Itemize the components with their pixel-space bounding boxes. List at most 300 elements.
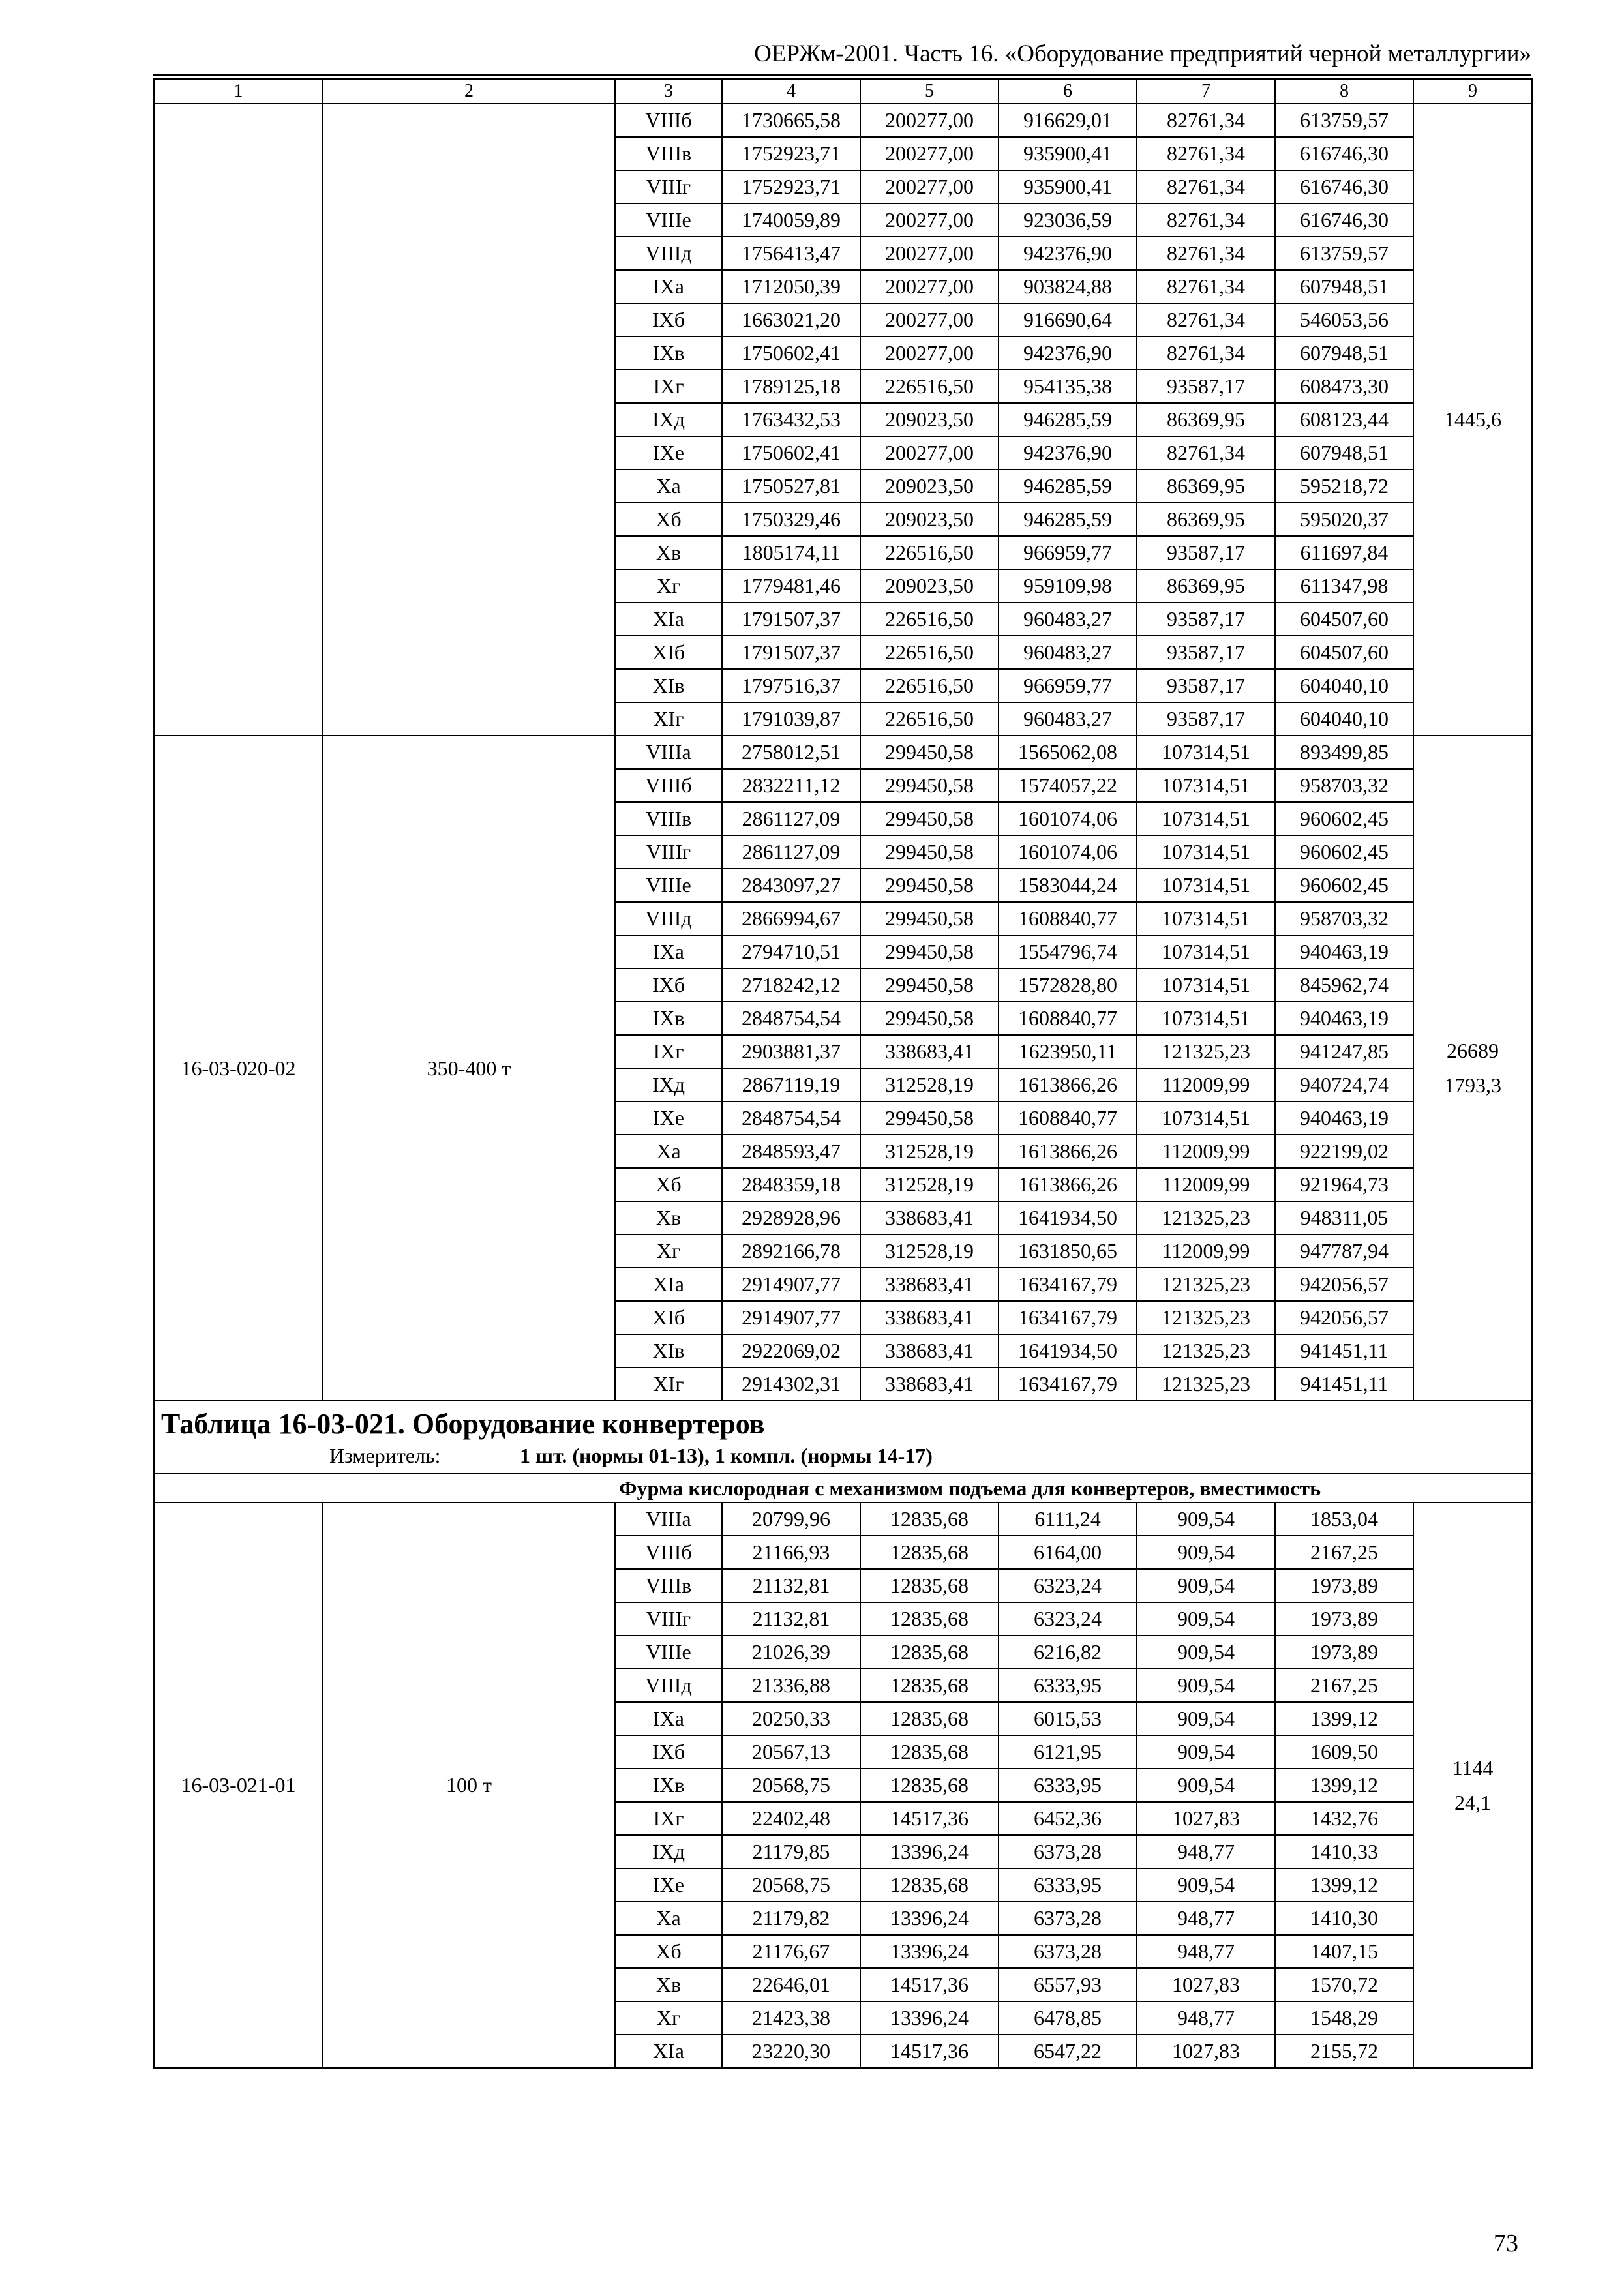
zone-cell: IXб (615, 968, 722, 1002)
value-cell: 607948,51 (1275, 270, 1413, 303)
value-cell: 299450,58 (860, 869, 999, 902)
value-cell: 1027,83 (1137, 2035, 1275, 2068)
column-number: 9 (1413, 79, 1532, 104)
value-cell: 2832211,12 (722, 769, 860, 802)
value-cell: 299450,58 (860, 835, 999, 869)
value-cell: 958703,32 (1275, 769, 1413, 802)
value-cell: 121325,23 (1137, 1334, 1275, 1368)
value-cell: 954135,38 (999, 370, 1137, 403)
value-cell: 909,54 (1137, 1569, 1275, 1602)
value-cell: 86369,95 (1137, 403, 1275, 436)
value-cell: 1570,72 (1275, 1968, 1413, 2001)
value-cell: 6373,28 (999, 1935, 1137, 1968)
zone-cell: VIIIд (615, 237, 722, 270)
value-cell: 958703,32 (1275, 902, 1413, 935)
value-cell: 942056,57 (1275, 1301, 1413, 1334)
zone-cell: Xб (615, 1168, 722, 1201)
value-cell: 613759,57 (1275, 237, 1413, 270)
value-cell: 1750602,41 (722, 337, 860, 370)
value-cell: 903824,88 (999, 270, 1137, 303)
value-cell: 12835,68 (860, 1602, 999, 1636)
page-number: 73 (1494, 2230, 1518, 2257)
measure-line (161, 1442, 1525, 1469)
value-cell: 21423,38 (722, 2001, 860, 2035)
value-cell: 93587,17 (1137, 636, 1275, 669)
value-cell: 1399,12 (1275, 1702, 1413, 1735)
value-cell: 966959,77 (999, 669, 1137, 702)
value-cell: 107314,51 (1137, 1101, 1275, 1135)
value-cell: 312528,19 (860, 1068, 999, 1101)
zone-cell: Xг (615, 1234, 722, 1268)
zone-cell: Xг (615, 2001, 722, 2035)
zone-cell: Xб (615, 1935, 722, 1968)
value-cell: 2848593,47 (722, 1135, 860, 1168)
value-cell: 940463,19 (1275, 1002, 1413, 1035)
value-cell: 226516,50 (860, 536, 999, 569)
value-cell: 20567,13 (722, 1735, 860, 1769)
value-cell: 2848359,18 (722, 1168, 860, 1201)
value-cell: 1663021,20 (722, 303, 860, 337)
value-cell: 1641934,50 (999, 1201, 1137, 1234)
zone-cell: VIIIа (615, 736, 722, 769)
value-cell: 209023,50 (860, 470, 999, 503)
value-cell: 923036,59 (999, 203, 1137, 237)
table-row (154, 736, 1532, 769)
value-cell: 960602,45 (1275, 869, 1413, 902)
value-cell: 1805174,11 (722, 536, 860, 569)
value-cell: 338683,41 (860, 1334, 999, 1368)
value-cell: 82761,34 (1137, 137, 1275, 170)
value-cell: 107314,51 (1137, 935, 1275, 968)
value-cell: 299450,58 (860, 935, 999, 968)
zone-cell: VIIIв (615, 1569, 722, 1602)
value-cell: 1750527,81 (722, 470, 860, 503)
value-cell: 299450,58 (860, 1101, 999, 1135)
value-cell: 948,77 (1137, 1902, 1275, 1935)
zone-cell: VIIIб (615, 104, 722, 137)
value-cell: 1608840,77 (999, 902, 1137, 935)
value-cell: 1572828,80 (999, 968, 1137, 1002)
value-cell: 2914302,31 (722, 1368, 860, 1401)
value-cell: 1609,50 (1275, 1735, 1413, 1769)
value-cell: 121325,23 (1137, 1368, 1275, 1401)
value-cell: 107314,51 (1137, 902, 1275, 935)
value-cell: 22646,01 (722, 1968, 860, 2001)
norm-name: 350-400 т (323, 736, 615, 1401)
zone-cell: VIIIв (615, 802, 722, 835)
zone-cell: IXд (615, 403, 722, 436)
table-title: Таблица 16-03-021. Оборудование конвертеров (161, 1408, 765, 1440)
value-cell: 200277,00 (860, 137, 999, 170)
page-header: ОЕРЖм-2001. Часть 16. «Оборудование предприятий черной металлургии» (153, 40, 1531, 76)
value-cell: 595218,72 (1275, 470, 1413, 503)
weight-value: 24,1 (1454, 1790, 1491, 1814)
value-cell: 966959,77 (999, 536, 1137, 569)
value-cell: 1407,15 (1275, 1935, 1413, 1968)
value-cell: 960483,27 (999, 636, 1137, 669)
value-cell: 12835,68 (860, 1868, 999, 1902)
value-cell: 1583044,24 (999, 869, 1137, 902)
value-cell: 6015,53 (999, 1702, 1137, 1735)
norm-code: 16-03-020-02 (154, 736, 323, 1401)
value-cell: 12835,68 (860, 1669, 999, 1702)
subheading-row (154, 1474, 1532, 1503)
value-cell: 1565062,08 (999, 736, 1137, 769)
value-cell: 1613866,26 (999, 1068, 1137, 1101)
column-number: 1 (154, 79, 323, 104)
value-cell: 121325,23 (1137, 1201, 1275, 1234)
zone-cell: IXе (615, 436, 722, 470)
value-cell: 909,54 (1137, 1503, 1275, 1536)
zone-cell: VIIIе (615, 1636, 722, 1669)
value-cell: 1548,29 (1275, 2001, 1413, 2035)
table-row (154, 104, 1532, 137)
value-cell: 948,77 (1137, 1935, 1275, 1968)
value-cell: 1634167,79 (999, 1268, 1137, 1301)
weight-cell (1413, 104, 1532, 736)
value-cell: 6547,22 (999, 2035, 1137, 2068)
column-number: 8 (1275, 79, 1413, 104)
zone-cell: XIа (615, 603, 722, 636)
value-cell: 82761,34 (1137, 303, 1275, 337)
value-cell: 6333,95 (999, 1669, 1137, 1702)
value-cell: 1410,30 (1275, 1902, 1413, 1935)
value-cell: 21166,93 (722, 1536, 860, 1569)
value-cell: 2758012,51 (722, 736, 860, 769)
value-cell: 1791507,37 (722, 603, 860, 636)
value-cell: 959109,98 (999, 569, 1137, 603)
measure-value: 1 шт. (нормы 01-13), 1 компл. (нормы 14-17) (520, 1444, 933, 1467)
value-cell: 20568,75 (722, 1868, 860, 1902)
value-cell: 6373,28 (999, 1835, 1137, 1868)
value-cell: 12835,68 (860, 1735, 999, 1769)
value-cell: 107314,51 (1137, 802, 1275, 835)
value-cell: 1634167,79 (999, 1368, 1137, 1401)
value-cell: 1399,12 (1275, 1769, 1413, 1802)
value-cell: 2928928,96 (722, 1201, 860, 1234)
column-number-row (154, 79, 1532, 104)
value-cell: 909,54 (1137, 1669, 1275, 1702)
value-cell: 82761,34 (1137, 237, 1275, 270)
zone-cell: XIв (615, 1334, 722, 1368)
zone-cell: IXа (615, 270, 722, 303)
weight-cell (1413, 1503, 1532, 2068)
value-cell: 2848754,54 (722, 1002, 860, 1035)
value-cell: 546053,56 (1275, 303, 1413, 337)
value-cell: 604507,60 (1275, 636, 1413, 669)
value-cell: 1797516,37 (722, 669, 860, 702)
value-cell: 1601074,06 (999, 835, 1137, 869)
value-cell: 226516,50 (860, 636, 999, 669)
value-cell: 226516,50 (860, 702, 999, 736)
value-cell: 338683,41 (860, 1201, 999, 1234)
value-cell: 121325,23 (1137, 1268, 1275, 1301)
value-cell: 200277,00 (860, 203, 999, 237)
column-number: 2 (323, 79, 615, 104)
zone-cell: Xа (615, 1902, 722, 1935)
zone-cell: VIIIа (615, 1503, 722, 1536)
value-cell: 82761,34 (1137, 203, 1275, 237)
value-cell: 1608840,77 (999, 1002, 1137, 1035)
zone-cell: VIIIб (615, 1536, 722, 1569)
value-cell: 14517,36 (860, 2035, 999, 2068)
value-cell: 200277,00 (860, 237, 999, 270)
value-cell: 112009,99 (1137, 1168, 1275, 1201)
zone-cell: IXа (615, 935, 722, 968)
value-cell: 6557,93 (999, 1968, 1137, 2001)
value-cell: 909,54 (1137, 1702, 1275, 1735)
zone-cell: IXг (615, 1035, 722, 1068)
value-cell: 20250,33 (722, 1702, 860, 1735)
value-cell: 299450,58 (860, 1002, 999, 1035)
value-cell: 942056,57 (1275, 1268, 1413, 1301)
value-cell: 21179,82 (722, 1902, 860, 1935)
value-cell: 299450,58 (860, 968, 999, 1002)
value-cell: 1554796,74 (999, 935, 1137, 968)
zone-cell: Xб (615, 503, 722, 536)
value-cell: 2718242,12 (722, 968, 860, 1002)
value-cell: 1752923,71 (722, 170, 860, 203)
value-cell: 312528,19 (860, 1168, 999, 1201)
value-cell: 12835,68 (860, 1536, 999, 1569)
value-cell: 2794710,51 (722, 935, 860, 968)
value-cell: 2892166,78 (722, 1234, 860, 1268)
value-cell: 1641934,50 (999, 1334, 1137, 1368)
value-cell: 1789125,18 (722, 370, 860, 403)
zone-cell: IXг (615, 1802, 722, 1835)
value-cell: 21132,81 (722, 1602, 860, 1636)
column-number: 7 (1137, 79, 1275, 104)
value-cell: 611347,98 (1275, 569, 1413, 603)
value-cell: 2155,72 (1275, 2035, 1413, 2068)
value-cell: 13396,24 (860, 1935, 999, 1968)
value-cell: 6323,24 (999, 1602, 1137, 1636)
value-cell: 93587,17 (1137, 536, 1275, 569)
value-cell: 209023,50 (860, 403, 999, 436)
value-cell: 12835,68 (860, 1569, 999, 1602)
zone-cell: VIIIб (615, 769, 722, 802)
value-cell: 608473,30 (1275, 370, 1413, 403)
value-cell: 13396,24 (860, 1835, 999, 1868)
value-cell: 1791039,87 (722, 702, 860, 736)
zone-cell: XIб (615, 1301, 722, 1334)
table-title-row (154, 1401, 1532, 1474)
value-cell: 13396,24 (860, 2001, 999, 2035)
column-number: 4 (722, 79, 860, 104)
value-cell: 1601074,06 (999, 802, 1137, 835)
value-cell: 20568,75 (722, 1769, 860, 1802)
zone-cell: XIб (615, 636, 722, 669)
value-cell: 1634167,79 (999, 1301, 1137, 1334)
value-cell: 86369,95 (1137, 470, 1275, 503)
zone-cell: VIIIе (615, 869, 722, 902)
zone-cell: XIг (615, 1368, 722, 1401)
value-cell: 1712050,39 (722, 270, 860, 303)
value-cell: 12835,68 (860, 1503, 999, 1536)
value-cell: 107314,51 (1137, 835, 1275, 869)
value-cell: 6333,95 (999, 1769, 1137, 1802)
zone-cell: IXг (615, 370, 722, 403)
value-cell: 14517,36 (860, 1802, 999, 1835)
value-cell: 909,54 (1137, 1636, 1275, 1669)
value-cell: 1574057,22 (999, 769, 1137, 802)
value-cell: 312528,19 (860, 1135, 999, 1168)
value-cell: 2867119,19 (722, 1068, 860, 1101)
zone-cell: Xв (615, 1968, 722, 2001)
value-cell: 299450,58 (860, 736, 999, 769)
weight-cell (1413, 736, 1532, 1401)
value-cell: 226516,50 (860, 370, 999, 403)
value-cell: 12835,68 (860, 1636, 999, 1669)
value-cell: 338683,41 (860, 1035, 999, 1068)
zone-cell: XIа (615, 2035, 722, 2068)
zone-cell: IXе (615, 1868, 722, 1902)
value-cell: 946285,59 (999, 470, 1137, 503)
value-cell: 942376,90 (999, 337, 1137, 370)
column-number: 6 (999, 79, 1137, 104)
value-cell: 1973,89 (1275, 1602, 1413, 1636)
value-cell: 1750602,41 (722, 436, 860, 470)
value-cell: 1973,89 (1275, 1569, 1413, 1602)
value-cell: 941247,85 (1275, 1035, 1413, 1068)
value-cell: 299450,58 (860, 802, 999, 835)
zone-cell: XIа (615, 1268, 722, 1301)
zone-cell: VIIIд (615, 902, 722, 935)
value-cell: 299450,58 (860, 902, 999, 935)
value-cell: 22402,48 (722, 1802, 860, 1835)
value-cell: 93587,17 (1137, 702, 1275, 736)
value-cell: 2914907,77 (722, 1301, 860, 1334)
value-cell: 921964,73 (1275, 1168, 1413, 1201)
value-cell: 20799,96 (722, 1503, 860, 1536)
value-cell: 613759,57 (1275, 104, 1413, 137)
value-cell: 21179,85 (722, 1835, 860, 1868)
value-cell: 940724,74 (1275, 1068, 1413, 1101)
value-cell: 121325,23 (1137, 1035, 1275, 1068)
value-cell: 616746,30 (1275, 170, 1413, 203)
zone-cell: IXа (615, 1702, 722, 1735)
value-cell: 6121,95 (999, 1735, 1137, 1769)
zone-cell: XIв (615, 669, 722, 702)
value-cell: 960602,45 (1275, 802, 1413, 835)
value-cell: 1740059,89 (722, 203, 860, 237)
value-cell: 107314,51 (1137, 736, 1275, 769)
value-cell: 616746,30 (1275, 137, 1413, 170)
column-number: 3 (615, 79, 722, 104)
value-cell: 1027,83 (1137, 1968, 1275, 2001)
value-cell: 2843097,27 (722, 869, 860, 902)
value-cell: 909,54 (1137, 1735, 1275, 1769)
value-cell: 226516,50 (860, 669, 999, 702)
value-cell: 14517,36 (860, 1968, 999, 2001)
value-cell: 299450,58 (860, 769, 999, 802)
value-cell: 93587,17 (1137, 603, 1275, 636)
value-cell: 893499,85 (1275, 736, 1413, 769)
value-cell: 107314,51 (1137, 1002, 1275, 1035)
value-cell: 2848754,54 (722, 1101, 860, 1135)
weight-value: 1793,3 (1444, 1073, 1501, 1097)
value-cell: 942376,90 (999, 237, 1137, 270)
value-cell: 6323,24 (999, 1569, 1137, 1602)
norm-code (154, 104, 323, 736)
value-cell: 107314,51 (1137, 968, 1275, 1002)
value-cell: 338683,41 (860, 1268, 999, 1301)
value-cell: 12835,68 (860, 1702, 999, 1735)
value-cell: 1410,33 (1275, 1835, 1413, 1868)
value-cell: 1853,04 (1275, 1503, 1413, 1536)
weight-value: 26689 (1447, 1039, 1499, 1062)
value-cell: 2903881,37 (722, 1035, 860, 1068)
value-cell: 112009,99 (1137, 1068, 1275, 1101)
zone-cell: VIIIд (615, 1669, 722, 1702)
value-cell: 946285,59 (999, 503, 1137, 536)
value-cell: 121325,23 (1137, 1301, 1275, 1334)
value-cell: 82761,34 (1137, 436, 1275, 470)
value-cell: 82761,34 (1137, 270, 1275, 303)
value-cell: 916629,01 (999, 104, 1137, 137)
value-cell: 608123,44 (1275, 403, 1413, 436)
value-cell: 112009,99 (1137, 1234, 1275, 1268)
zone-cell: Xв (615, 1201, 722, 1234)
value-cell: 6373,28 (999, 1902, 1137, 1935)
zone-cell: IXе (615, 1101, 722, 1135)
value-cell: 6452,36 (999, 1802, 1137, 1835)
zone-cell: VIIIв (615, 137, 722, 170)
value-cell: 13396,24 (860, 1902, 999, 1935)
value-cell: 1613866,26 (999, 1168, 1137, 1201)
zone-cell: VIIIе (615, 203, 722, 237)
value-cell: 21132,81 (722, 1569, 860, 1602)
value-cell: 6111,24 (999, 1503, 1137, 1536)
value-cell: 93587,17 (1137, 669, 1275, 702)
value-cell: 86369,95 (1137, 503, 1275, 536)
value-cell: 12835,68 (860, 1769, 999, 1802)
value-cell: 1613866,26 (999, 1135, 1137, 1168)
zone-cell: XIг (615, 702, 722, 736)
value-cell: 6164,00 (999, 1536, 1137, 1569)
value-cell: 940463,19 (1275, 1101, 1413, 1135)
value-cell: 2922069,02 (722, 1334, 860, 1368)
value-cell: 82761,34 (1137, 104, 1275, 137)
value-cell: 107314,51 (1137, 869, 1275, 902)
value-cell: 226516,50 (860, 603, 999, 636)
value-cell: 2167,25 (1275, 1669, 1413, 1702)
value-cell: 1399,12 (1275, 1868, 1413, 1902)
value-cell: 922199,02 (1275, 1135, 1413, 1168)
value-cell: 23220,30 (722, 2035, 860, 2068)
norm-name (323, 104, 615, 736)
value-cell: 595020,37 (1275, 503, 1413, 536)
value-cell: 946285,59 (999, 403, 1137, 436)
rates-table (153, 78, 1533, 2069)
price-table (153, 78, 1531, 2069)
zone-cell: Xв (615, 536, 722, 569)
value-cell: 21176,67 (722, 1935, 860, 1968)
value-cell: 200277,00 (860, 170, 999, 203)
value-cell: 6478,85 (999, 2001, 1137, 2035)
value-cell: 909,54 (1137, 1769, 1275, 1802)
value-cell: 107314,51 (1137, 769, 1275, 802)
value-cell: 960602,45 (1275, 835, 1413, 869)
zone-cell: IXд (615, 1068, 722, 1101)
zone-cell: IXв (615, 337, 722, 370)
zone-cell: Xа (615, 470, 722, 503)
zone-cell: IXв (615, 1002, 722, 1035)
value-cell: 2861127,09 (722, 802, 860, 835)
value-cell: 940463,19 (1275, 935, 1413, 968)
norm-code: 16-03-021-01 (154, 1503, 323, 2068)
value-cell: 1432,76 (1275, 1802, 1413, 1835)
